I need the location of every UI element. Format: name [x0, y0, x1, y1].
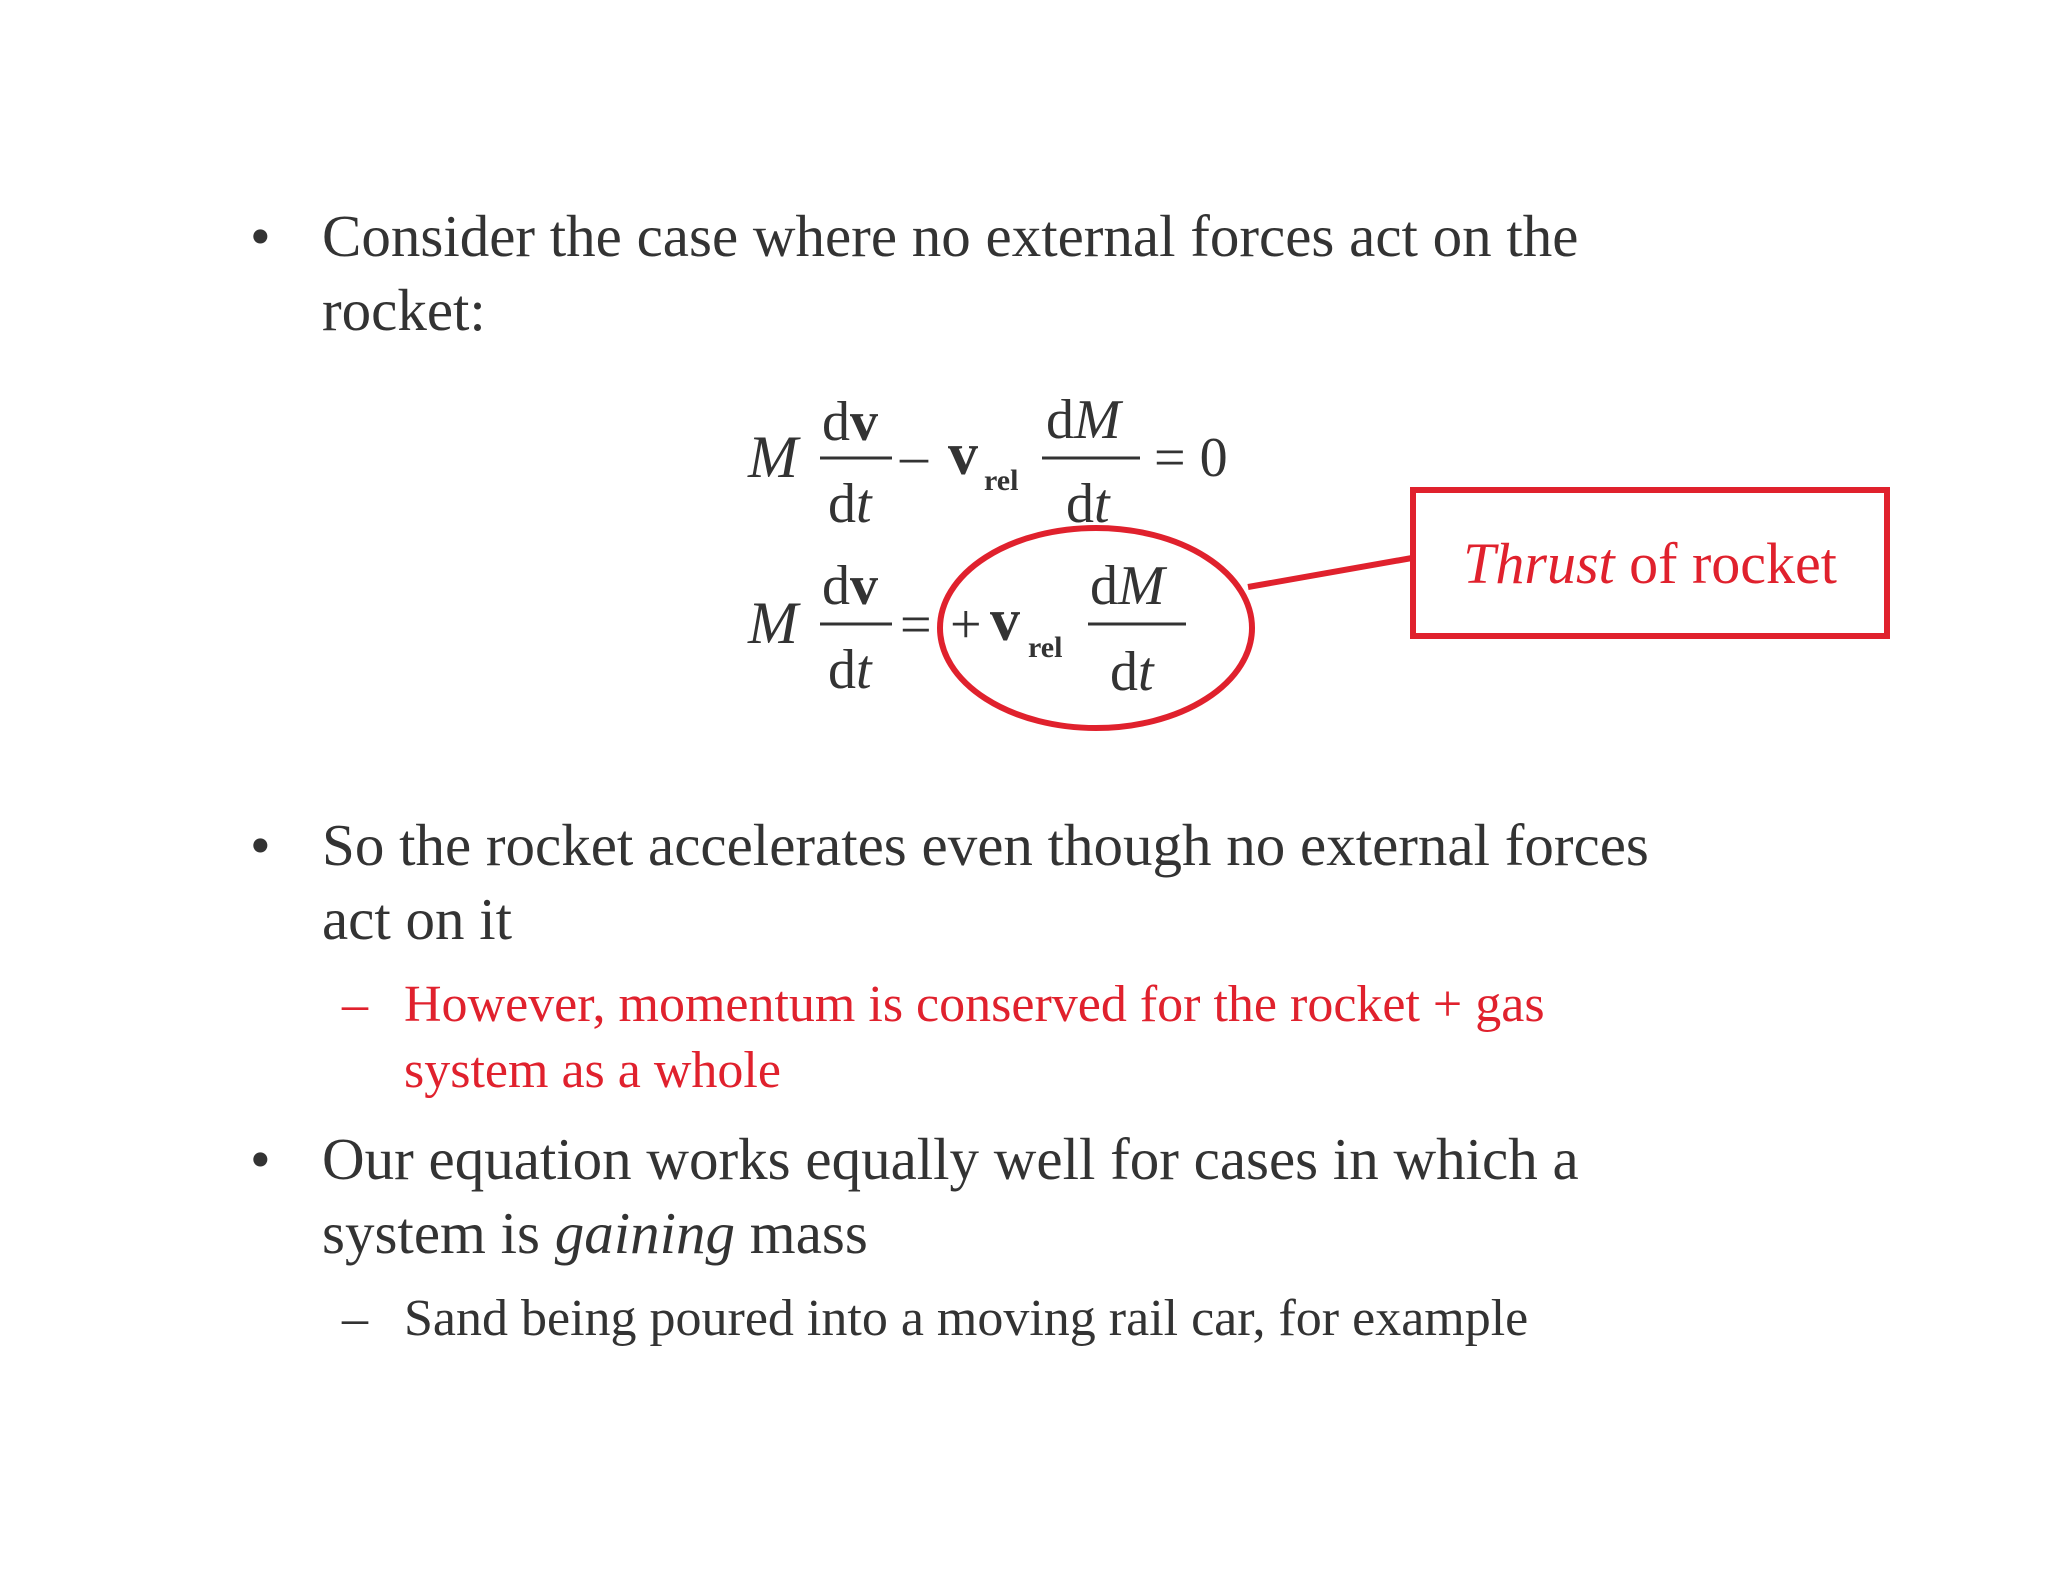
- bullet-line-post: mass: [735, 1200, 868, 1266]
- bullet-marker: •: [250, 203, 271, 269]
- eq2-d2: d: [1090, 555, 1118, 617]
- eq1-M: M: [748, 424, 798, 490]
- eq2-M2: M: [1118, 555, 1165, 617]
- subbullet-line: system as a whole: [404, 1042, 781, 1099]
- eq2-denominator: [828, 639, 873, 701]
- subbullet-momentum: [404, 972, 1545, 1104]
- eq1-equals-zero: = 0: [1154, 427, 1228, 489]
- eq2-vrel-sub: rel: [1028, 631, 1063, 664]
- eq1-vrel-sub: rel: [984, 464, 1019, 497]
- eq1-M2: M: [1074, 389, 1121, 451]
- eq2-dt-t: t: [856, 639, 872, 701]
- eq1-numerator: [822, 391, 878, 453]
- eq2-plus: +: [950, 594, 982, 656]
- eq2-dt2-t: t: [1138, 641, 1154, 703]
- eq2-d: d: [822, 555, 850, 617]
- eq2-M: M: [748, 590, 798, 656]
- equation-1: [747, 389, 1228, 535]
- eq1-dt2-d: d: [1066, 473, 1094, 535]
- bullet-line: Our equation works equally well for cases in which a: [322, 1126, 1579, 1192]
- bullet-marker: •: [250, 1126, 271, 1192]
- eq2-v: v: [850, 555, 878, 617]
- eq2-vrel-v: v: [990, 587, 1020, 653]
- eq2-dt2-d: d: [1110, 641, 1138, 703]
- eq1-dt-d: d: [828, 473, 856, 535]
- bullet-line: Consider the case where no external forces act on the: [322, 203, 1579, 269]
- subbullet-marker: –: [342, 976, 368, 1033]
- eq1-dt2-t: t: [1094, 473, 1110, 535]
- bullet-gaining-mass: [322, 1122, 1579, 1270]
- subbullet-sand: [404, 1286, 1528, 1352]
- eq2-numerator-2: [1090, 555, 1168, 617]
- eq1-dt-t: t: [856, 473, 872, 535]
- eq1-numerator-2: [1046, 389, 1124, 451]
- eq2-denominator-2: [1110, 641, 1155, 703]
- eq2-numerator: [822, 555, 878, 617]
- bullet-line-pre: system is: [322, 1200, 555, 1266]
- thrust-callout-box: [1410, 487, 1890, 639]
- eq1-v: v: [850, 391, 878, 453]
- bullet-line: So the rocket accelerates even though no external forces: [322, 812, 1649, 878]
- callout-text: of rocket: [1614, 530, 1837, 596]
- bullet-line: [322, 1196, 1579, 1270]
- bullet-line: act on it: [322, 886, 513, 952]
- bullet-emphasis: gaining: [554, 1200, 736, 1266]
- eq1-minus: –: [900, 425, 928, 487]
- callout-emphasis: Thrust: [1463, 530, 1615, 596]
- eq1-denominator: [828, 473, 873, 535]
- eq1-d2: d: [1046, 389, 1074, 451]
- eq1-vrel-v: v: [948, 421, 978, 487]
- eq2-dt-d: d: [828, 639, 856, 701]
- subbullet-line: Sand being poured into a moving rail car, for example: [404, 1290, 1529, 1347]
- bullet-accelerates: [322, 808, 1649, 956]
- bullet-marker: •: [250, 812, 271, 878]
- subbullet-marker: –: [342, 1290, 368, 1347]
- bullet-line: rocket:: [322, 277, 486, 343]
- eq1-d: d: [822, 391, 850, 453]
- callout-connector-line: [1248, 558, 1412, 587]
- eq2-equals: =: [900, 594, 932, 656]
- subbullet-line: However, momentum is conserved for the rocket + gas: [404, 976, 1545, 1033]
